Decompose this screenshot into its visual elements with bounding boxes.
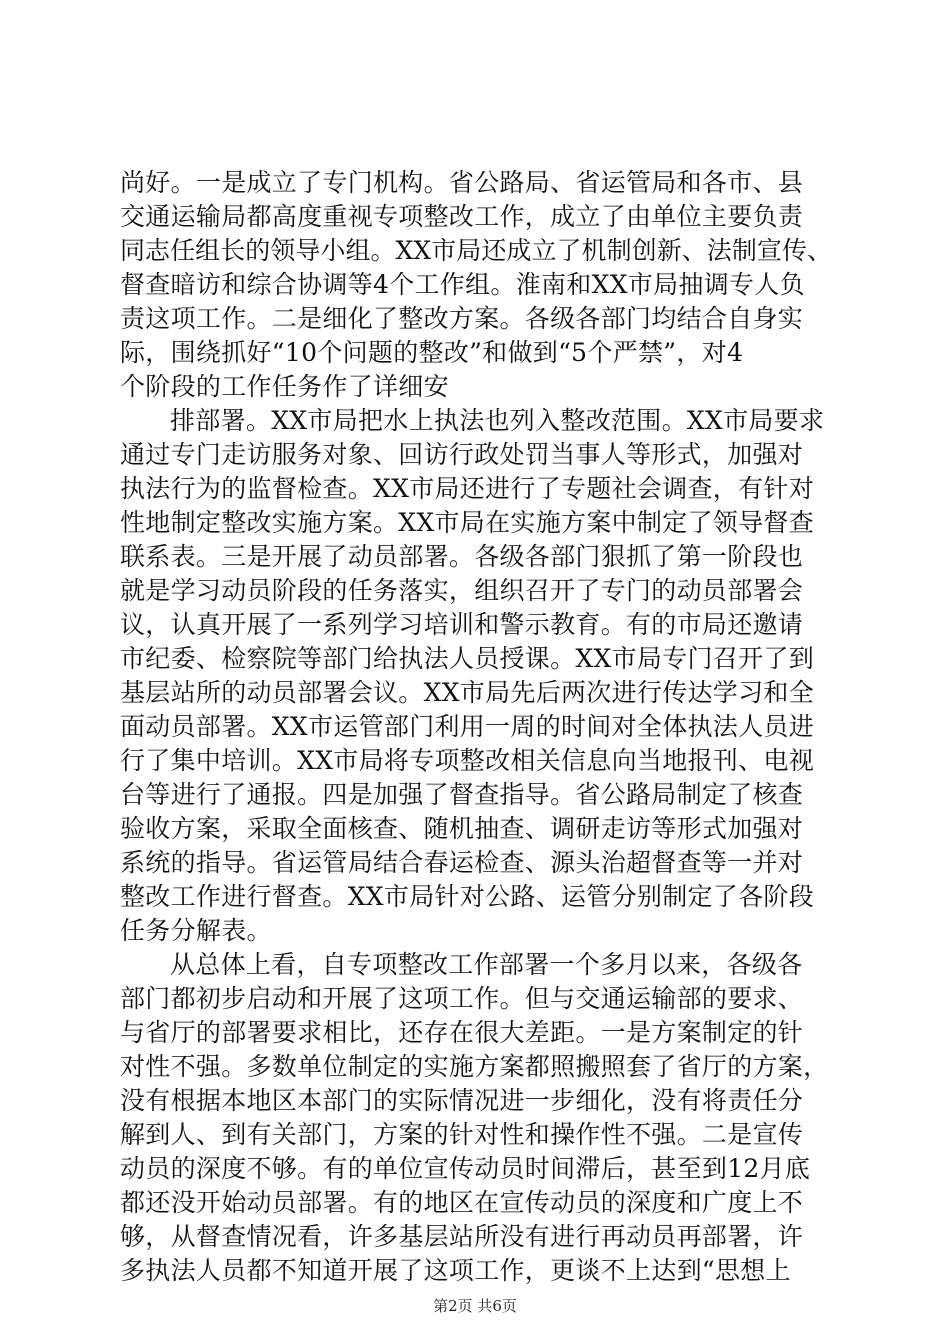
body-text bbox=[120, 166, 832, 1288]
text-line: 对性不强。多数单位制定的实施方案都照搬照套了省厅的方案， bbox=[120, 1052, 829, 1081]
text-line: 验收方案，采取全面核查、随机抽查、调研走访等形式加强对 bbox=[120, 814, 804, 843]
text-line: 市纪委、检察院等部门给执法人员授课。XX市局专门召开了到 bbox=[120, 644, 814, 673]
text-line: 部门都初步启动和开展了这项工作。但与交通运输部的要求、 bbox=[120, 984, 804, 1013]
text-line: 同志任组长的领导小组。XX市局还成立了机制创新、法制宣传、 bbox=[120, 236, 832, 265]
text-line: 系统的指导。省运管局结合春运检查、源头治超督查等一并对 bbox=[120, 848, 804, 877]
text-line: 从总体上看，自专项整改工作部署一个多月以来，各级各 bbox=[170, 950, 803, 979]
text-line: 解到人、到有关部门，方案的针对性和操作性不强。二是宣传 bbox=[120, 1120, 804, 1149]
text-line: 际，围绕抓好“10个问题的整改”和做到“5个严禁”，对4 bbox=[120, 338, 744, 367]
text-line: 都还没开始动员部署。有的地区在宣传动员的深度和广度上不 bbox=[120, 1188, 804, 1217]
text-line: 议，认真开展了一系列学习培训和警示教育。有的市局还邀请 bbox=[120, 610, 804, 639]
text-line: 联系表。三是开展了动员部署。各级各部门狠抓了第一阶段也 bbox=[120, 542, 804, 571]
text-line: 督查暗访和综合协调等4个工作组。淮南和XX市局抽调专人负 bbox=[120, 270, 805, 299]
text-line: 行了集中培训。XX市局将专项整改相关信息向当地报刊、电视 bbox=[120, 746, 814, 775]
text-line: 通过专门走访服务对象、回访行政处罚当事人等形式，加强对 bbox=[120, 440, 804, 469]
text-line: 基层站所的动员部署会议。XX市局先后两次进行传达学习和全 bbox=[120, 678, 814, 707]
text-line: 与省厅的部署要求相比，还存在很大差距。一是方案制定的针 bbox=[120, 1018, 804, 1047]
text-line: 排部署。XX市局把水上执法也列入整改范围。XX市局要求 bbox=[170, 406, 825, 435]
text-line: 性地制定整改实施方案。XX市局在实施方案中制定了领导督查 bbox=[120, 508, 814, 537]
text-line: 多执法人员都不知道开展了这项工作，更谈不上达到“思想上 bbox=[120, 1256, 791, 1285]
text-line: 面动员部署。XX市运管部门利用一周的时间对全体执法人员进 bbox=[120, 712, 814, 741]
text-line: 动员的深度不够。有的单位宣传动员时间滞后，甚至到12月底 bbox=[120, 1154, 811, 1183]
text-line: 执法行为的监督检查。XX市局还进行了专题社会调查，有针对 bbox=[120, 474, 814, 503]
text-line: 任务分解表。 bbox=[120, 916, 272, 945]
text-line: 责这项工作。二是细化了整改方案。各级各部门均结合自身实 bbox=[120, 304, 804, 333]
text-line: 够，从督查情况看，许多基层站所没有进行再动员再部署，许 bbox=[120, 1222, 804, 1251]
text-line: 交通运输局都高度重视专项整改工作，成立了由单位主要负责 bbox=[120, 202, 804, 231]
text-line: 尚好。一是成立了专门机构。省公路局、省运管局和各市、县 bbox=[120, 168, 804, 197]
page-number-footer: 第2页 共6页 bbox=[433, 1297, 517, 1315]
text-line: 没有根据本地区本部门的实际情况进一步细化，没有将责任分 bbox=[120, 1086, 804, 1115]
text-line: 个阶段的工作任务作了详细安 bbox=[120, 372, 449, 401]
text-line: 台等进行了通报。四是加强了督查指导。省公路局制定了核查 bbox=[120, 780, 804, 809]
text-line: 整改工作进行督查。XX市局针对公路、运管分别制定了各阶段 bbox=[120, 882, 814, 911]
text-line: 就是学习动员阶段的任务落实，组织召开了专门的动员部署会 bbox=[120, 576, 804, 605]
